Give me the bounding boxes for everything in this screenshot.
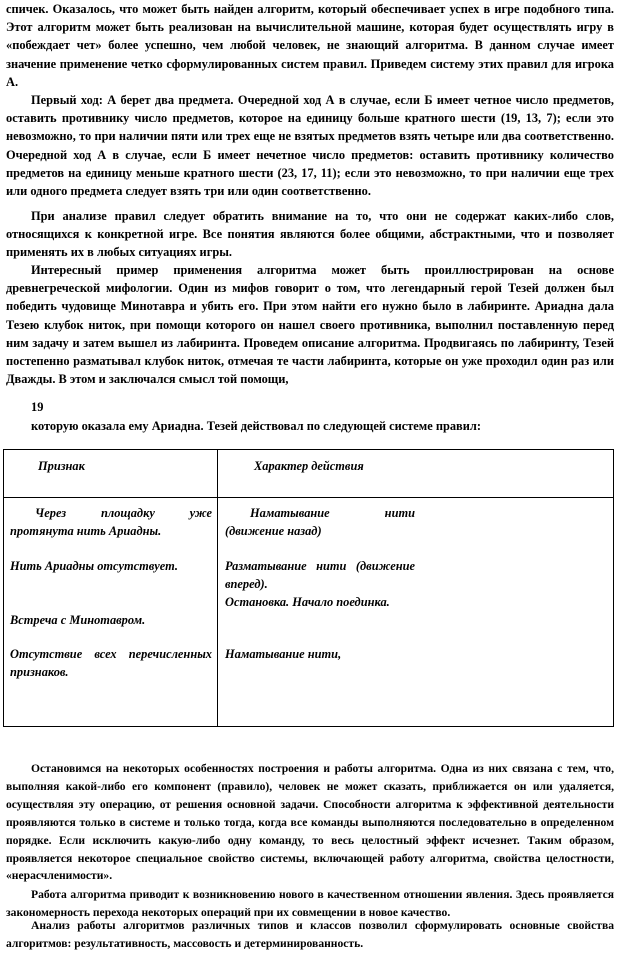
paragraph-7: Работа алгоритма приводит к возникновению нового в качественном отношении явления. Здесь проявляется закономерность перехода некоторых операций при их совмещении в новое качество. <box>6 888 614 919</box>
table-row-3-sign: Встреча с Минотавром. <box>10 613 146 627</box>
table-row-4-sign: Отсутствие всех перечисленных признаков. <box>10 647 212 680</box>
table-row-1-action: Наматывание нити (движение назад) <box>225 506 415 539</box>
table-row-2-sign: Нить Ариадны отсутствует. <box>10 559 178 573</box>
table-column-divider <box>217 450 218 726</box>
rules-table <box>3 449 614 727</box>
table-header-divider <box>4 497 613 498</box>
paragraph-8: Анализ работы алгоритмов различных типов и классов позволил сформулировать основные свойства алгоритмов: результативность, массовость и детерминированность. <box>6 919 614 950</box>
table-row-3-action: Остановка. Начало поединка. <box>225 595 390 609</box>
paragraph-6: Остановимся на некоторых особенностях построения и работы алгоритма. Одна из них связана с тем, что, выполняя какой-либо его компонент (правило), человек не может сказать, приближается он или удаляется, осуществляя эту операцию, от решения основной задачи. Способности алгоритма к эффективной деятельности проявляются только в системе и только тогда, когда все команды выполняются последовательно в определенном порядке. Если исключить какую-либо одну команду, то весь целостный эффект исчезнет. Таким образом, проявляется некоторое специальное свойство системы, включающей работу алгоритма, свойства целостности, «нерасчленимости». <box>6 762 614 883</box>
table-row-2-action: Разматывание нити (движение вперед). <box>225 559 415 592</box>
table-row-1-sign: Через площадку уже протянута нить Ариадны. <box>10 506 212 539</box>
paragraph-5: которую оказала ему Ариадна. Тезей действовал по следующей системе правил: <box>31 419 481 433</box>
table-header-action: Характер действия <box>254 459 364 473</box>
paragraph-2: Первый ход: А берет два предмета. Очередной ход А в случае, если Б имеет четное число предметов, оставить противнику число предметов, которое на единицу больше кратного шести (19, 13, 7); если это невозможно, то при наличии пяти или трех еще не взятых предметов взять четыре или два соответственно. Очередной ход А в случае, если Б имеет нечетное число предметов: оставить противнику количество предметов на единицу меньше кратного шести (23, 17, 11); если это невозможно, то при наличии еще трех или одного предмета следует взять три или один соответственно. <box>6 93 614 199</box>
table-row-4-action: Наматывание нити, <box>225 647 342 661</box>
table-header-sign: Признак <box>38 459 85 473</box>
paragraph-3: При анализе правил следует обратить внимание на то, что они не содержат каких-либо слов, относящихся к конкретной игре. Все понятия являются более общими, абстрактными, что и позволяет применять их в любых ситуациях игры. <box>6 209 614 260</box>
paragraph-4: Интересный пример применения алгоритма может быть проиллюстрирован на основе древнегреческой мифологии. Один из мифов говорит о том, что легендарный герой Тезей должен был победить чудовище Минотавра и убить его. При этом найти его нужно было в лабиринте. Ариадна дала Тезею клубок ниток, при помощи которого он нашел своего противника, выполнил поставленную перед ним задачу и затем вышел из лабиринта. Проведем описание алгоритма. Продвигаясь по лабиринту, Тезей постепенно разматывал клубок ниток, отмечая те части лабиринта, которые он уже проходил один раз или Дважды. В этом и заключался смысл той помощи, <box>6 263 614 387</box>
page-number: 19 <box>31 400 44 414</box>
paragraph-1: спичек. Оказалось, что может быть найден алгоритм, который обеспечивает успех в игре подобного типа. Этот алгоритм может быть реализован на вычислительной машине, которая будет осуществлять игру в «побеждает чет» более успешно, чем любой человек, не знающий алгоритма. В данном случае имеет значение применение четко сформулированных систем правил. Приведем систему этих правил для игрока А. <box>6 2 614 89</box>
